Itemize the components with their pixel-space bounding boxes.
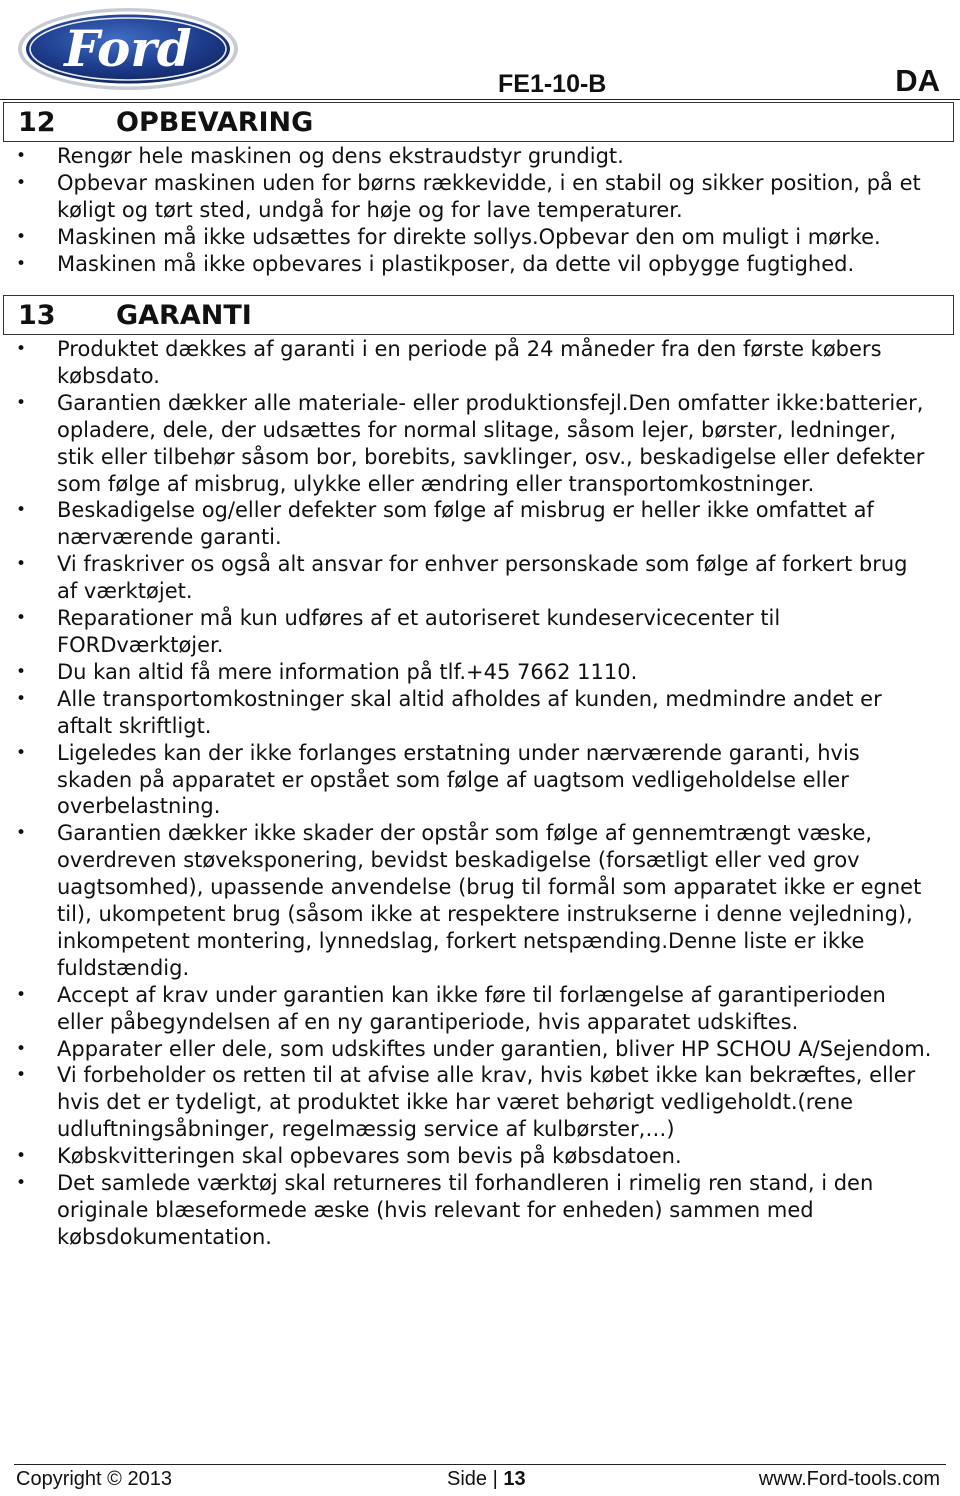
language-code: DA: [895, 63, 940, 98]
ford-logo-text: Ford: [64, 19, 192, 78]
list-item: • Garantien dækker alle materiale- eller produktionsfejl.Den omfatter ikke:batterier, opladere, dele, der udsættes for normal slitage, såsom lejer, børster, ledninger, stik eller tilbehør såsom bor, borebits, savklinger, osv., beskadigelse eller defekter som følge af misbrug, ulykke eller ændring eller transportomkostninger.: [0, 390, 960, 498]
section-number: 12: [18, 106, 56, 138]
list-item: • Vi forbeholder os retten til at afvise alle krav, hvis købet ikke kan bekræftes, eller hvis det er tydeligt, at produktet ikke har været behørigt vedligeholdt.(rene udluftningsåbninger, regelmæssig service af kulbørster,…): [0, 1062, 960, 1143]
list-item: • Maskinen må ikke opbevares i plastikposer, da dette vil opbygge fugtighed.: [0, 251, 960, 278]
list-item: • Ligeledes kan der ikke forlanges erstatning under nærværende garanti, hvis skaden på apparatet er opstået som følge af uagtsom vedligeholdelse eller overbelastning.: [0, 740, 960, 821]
warranty-list: [0, 336, 960, 1251]
list-item: • Reparationer må kun udføres af et autoriseret kundeservicecenter til FORDværktøjer.: [0, 605, 960, 659]
list-item: • Maskinen må ikke udsættes for direkte sollys.Opbevar den om muligt i mørke.: [0, 224, 960, 251]
list-item: • Garantien dækker ikke skader der opstår som følge af gennemtrængt væske, overdreven støveksponering, bevidst beskadigelse (forsætligt eller ved grov uagtsomhed), upassende anvendelse (brug til formål som apparatet ikke er egnet til), ukompetent brug (såsom ikke at respektere instrukserne i denne vejledning), inkompetent montering, lynnedslag, forkert netspænding.Denne liste er ikke fuldstændig.: [0, 820, 960, 981]
list-item: • Du kan altid få mere information på tlf.+45 7662 1110.: [0, 659, 960, 686]
list-item: • Alle transportomkostninger skal altid afholdes af kunden, medmindre andet er aftalt skriftligt.: [0, 686, 960, 740]
model-number: FE1-10-B: [498, 70, 607, 98]
footer-copyright: Copyright © 2013: [16, 1468, 172, 1490]
footer-website: www.Ford-tools.com: [758, 1468, 940, 1490]
section-title: OPBEVARING: [116, 106, 314, 138]
footer-page: [447, 1468, 526, 1491]
list-item: • Det samlede værktøj skal returneres til forhandleren i rimelig ren stand, i den originale blæseformede æske (hvis relevant for enheden) sammen med købsdokumentation.: [0, 1170, 960, 1251]
storage-list: [0, 143, 960, 278]
list-item: • Produktet dækkes af garanti i en periode på 24 måneder fra den første købers købsdato.: [0, 336, 960, 390]
ford-logo: [16, 6, 240, 92]
section-header-warranty: [3, 295, 954, 335]
list-item: • Beskadigelse og/eller defekter som følge af misbrug er heller ikke omfattet af nærværende garanti.: [0, 497, 960, 551]
section-header-storage: [3, 102, 954, 142]
list-item: • Rengør hele maskinen og dens ekstraudstyr grundigt.: [0, 143, 960, 170]
page-number: 13: [503, 1468, 526, 1490]
section-number: 13: [18, 299, 56, 331]
list-item: • Apparater eller dele, som udskiftes under garantien, bliver HP SCHOU A/Sejendom.: [0, 1036, 960, 1063]
list-item: • Opbevar maskinen uden for børns rækkevidde, i en stabil og sikker position, på et køligt og tørt sted, undgå for høje og for lave temperaturer.: [0, 170, 960, 224]
list-item: • Vi fraskriver os også alt ansvar for enhver personskade som følge af forkert brug af værktøjet.: [0, 551, 960, 605]
section-title: GARANTI: [116, 299, 252, 331]
list-item: • Accept af krav under garantien kan ikke føre til forlængelse af garantiperioden eller påbegyndelsen af en ny garantiperiode, hvis apparatet udskiftes.: [0, 982, 960, 1036]
page-label: Side |: [447, 1468, 504, 1490]
header-rule: [0, 99, 960, 100]
footer-rule: [14, 1464, 946, 1465]
list-item: • Købskvitteringen skal opbevares som bevis på købsdatoen.: [0, 1143, 960, 1170]
